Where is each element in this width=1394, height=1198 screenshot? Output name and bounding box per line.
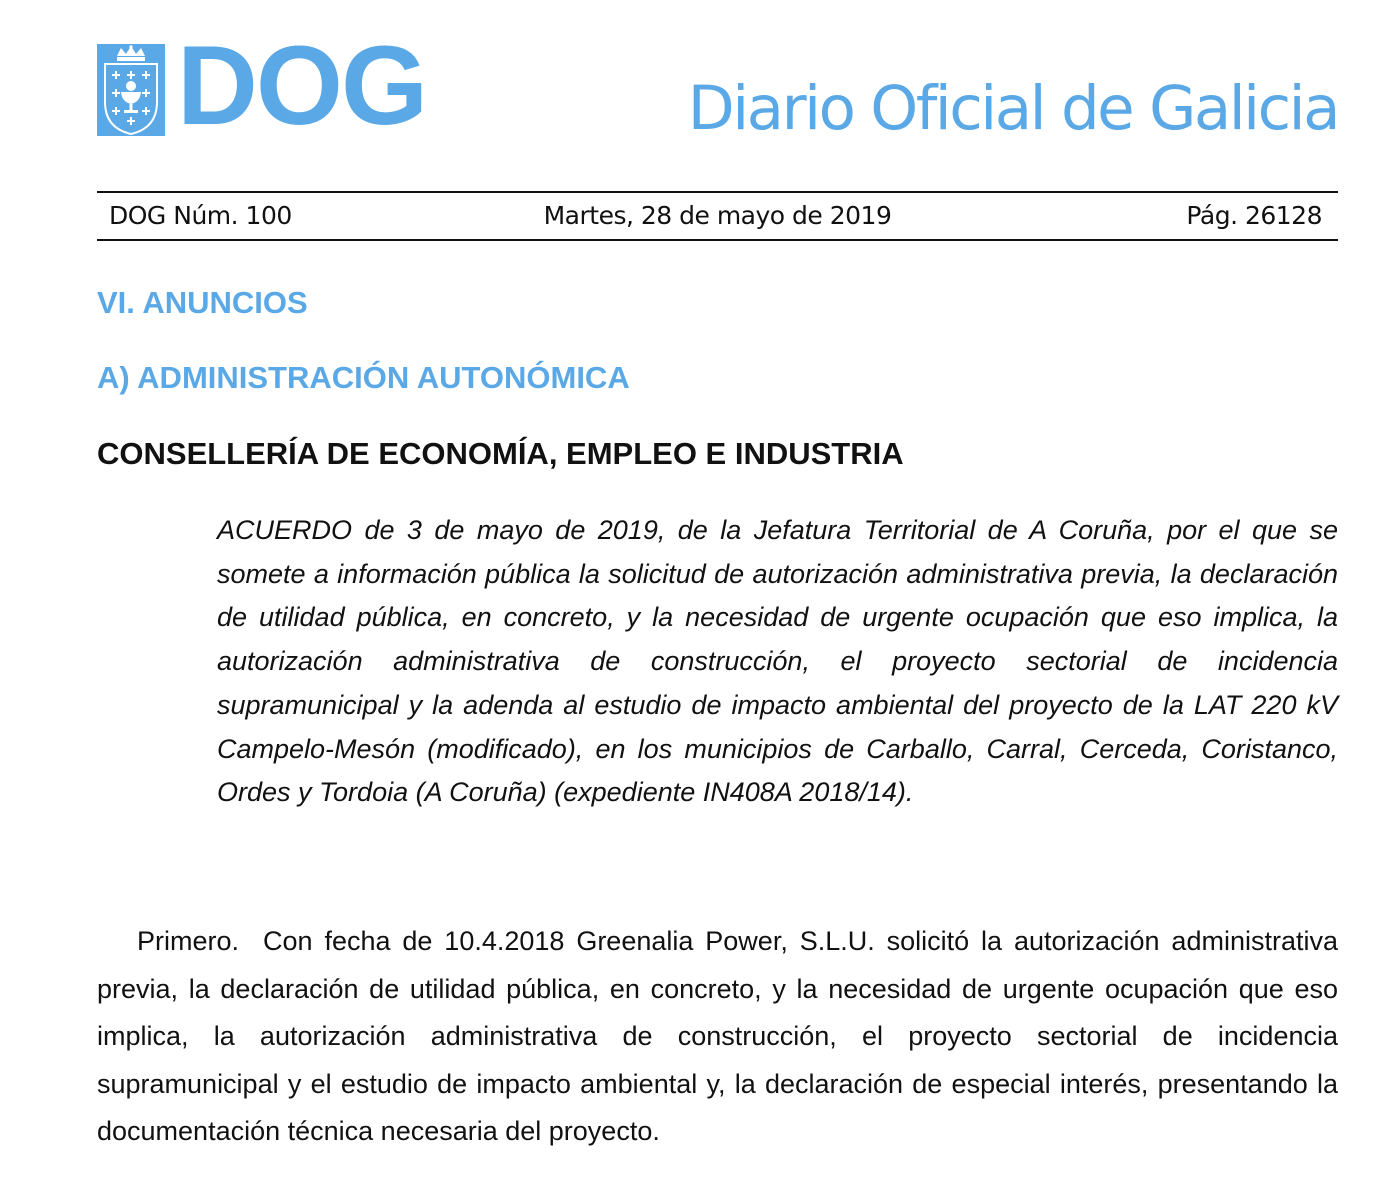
masthead bbox=[97, 23, 1338, 148]
announcement-summary: ACUERDO de 3 de mayo de 2019, de la Jefatura Territorial de A Coruña, por el que se somete a información pública la solicitud de autorización administrativa previa, la declaración de utilidad pública, en concreto, y la necesidad de urgente ocupación que eso implica, la autorización administrativa de construcción, el proyecto sectorial de incidencia supramunicipal y la adenda al estudio de impacto ambiental del proyecto de la LAT 220 kV Campelo-Mesón (modificado), en los municipios de Carballo, Carral, Cerceda, Coristanco, Ordes y Tordoia (A Coruña) (expediente IN408A 2018/14). bbox=[217, 515, 1338, 808]
paragraph-text: Con fecha de 10.4.2018 Greenalia Power, S.L.U. solicitó la autorización administrativa previa, la declaración de utilidad pública, en concreto, y la necesidad de urgente ocupación que eso implica, la autorización administrativa de construcción, el proyecto sectorial de incidencia supramunicipal y el estudio de impacto ambiental y, la declaración de especial interés, presentando la documentación técnica necesaria del proyecto. bbox=[97, 926, 1338, 1147]
issue-bar bbox=[97, 191, 1338, 241]
subsection-heading: A) ADMINISTRACIÓN AUTONÓMICA bbox=[97, 360, 630, 395]
page-number: Pág. 26128 bbox=[1186, 201, 1322, 230]
issue-date: Martes, 28 de mayo de 2019 bbox=[543, 201, 892, 230]
paragraph-lead: Primero. bbox=[137, 926, 240, 956]
department-heading: CONSELLERÍA DE ECONOMÍA, EMPLEO E INDUSTRIA bbox=[97, 436, 904, 471]
dog-logo-text: DOG bbox=[177, 23, 427, 148]
galicia-coat-of-arms-icon bbox=[97, 44, 165, 136]
section-heading: VI. ANUNCIOS bbox=[97, 285, 308, 320]
issue-number: DOG Núm. 100 bbox=[109, 201, 292, 230]
journal-title: Diario Oficial de Galicia bbox=[687, 73, 1338, 144]
body-paragraph bbox=[97, 918, 1338, 1156]
